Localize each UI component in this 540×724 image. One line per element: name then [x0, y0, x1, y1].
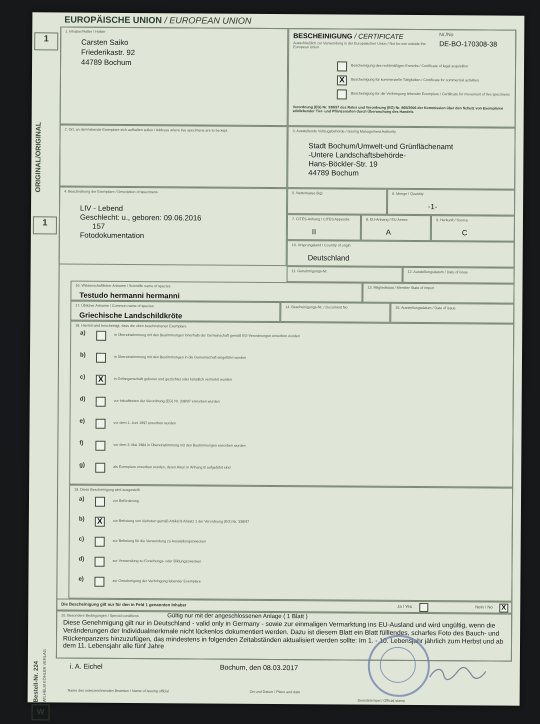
certificate-title-de: BESCHEINIGUNG: [293, 33, 353, 41]
field-17-label: 17. Üblicher Artname / Common name of species: [75, 303, 154, 309]
common-name-value: Griechische Landschildkröte: [79, 310, 183, 321]
option-movement-checkbox[interactable]: [337, 89, 347, 99]
issuing-official-label: Name des unterzeichnenden Beamten / Name of issuing official: [67, 688, 169, 694]
item-18c-text: in Gefangenschaft geboren und gezüchtet oder künstlich vermehrt wurden: [113, 376, 232, 382]
field-12-issue-date: [403, 267, 515, 284]
field-1-holder: [60, 26, 289, 126]
copy-number-bottom: 1: [33, 216, 57, 234]
item-18b-text: in Übereinstimmung mit den Bestimmungen in die Gemeinschaft eingeführt wurden: [113, 354, 247, 360]
description-line-4: Fotodokumentation: [79, 230, 145, 241]
item-19c-text: zur Befreiung für die Verwendung zu Ausstellungszwecken: [112, 538, 207, 544]
field-10-label: 10. Ursprungsland / Country of origin: [291, 243, 351, 248]
field-14-document-no: [280, 302, 390, 323]
item-18e-checkbox[interactable]: [96, 419, 106, 429]
original-label: ORIGINAL/ORIGINAL: [35, 121, 43, 193]
field-5-label: 5. Nettomasse (kg): [292, 191, 323, 196]
certificate-type-box: [288, 28, 517, 128]
item-19a-letter: a): [78, 496, 85, 503]
field-19-label: 19. Diese Bescheinigung wird ausgestellt: [74, 487, 140, 493]
description-line-2: Geschlecht: u., geboren: 09.06.2016: [79, 212, 202, 223]
option-movement-label: Bescheinigung für die Verbringung lebender Exemplare / Certificate for movement of live specimens: [350, 91, 510, 97]
item-18b-letter: b): [79, 352, 86, 359]
item-18e-letter: e): [79, 418, 85, 425]
option-legal-acquisition-label: Bescheinigung des rechtmäßigen Erwerbs / Certificate of legal acquisition: [351, 63, 469, 69]
source-value: C: [461, 228, 468, 238]
item-18c-letter: c): [79, 374, 86, 381]
field-12-label: 12. Ausstellungsdatum / Date of issue: [407, 269, 468, 275]
item-19d-text: zur Verwendung zu Forschungs- oder Bildungszwecken: [112, 558, 202, 564]
holder-street: Friederikastr. 92: [81, 47, 135, 58]
certificate-nr-label: Nr./No: [439, 32, 454, 39]
field-14-label: 14. Bescheinigungs-Nr. / Document No: [285, 305, 348, 310]
field-1-label: 1. Inhaber/Halter / Holder: [65, 29, 106, 34]
item-19b-checkbox[interactable]: X: [95, 517, 105, 527]
field-11-label: 11. Genehmigungs-Nr.: [291, 269, 328, 274]
item-18g-text: als Exemplare erworben wurden, deren Arten in Anhang B aufgeführt sind: [113, 464, 231, 470]
authority-line-4: 44789 Bochum: [308, 168, 359, 178]
certificate-number: DE-BO-170308-38: [439, 41, 498, 49]
field-9-source: [431, 215, 515, 242]
item-18f-checkbox[interactable]: [95, 441, 105, 451]
scientific-name-value: Testudo hermanni hermanni: [79, 290, 180, 301]
item-18b-checkbox[interactable]: [96, 353, 106, 363]
field-18-label: 18. Hiermit wird bescheinigt, dass die oben beschriebenen Exemplare: [75, 323, 187, 329]
field-5-net-mass: [287, 188, 387, 215]
item-18g-letter: g): [79, 462, 85, 469]
item-18d-checkbox[interactable]: [96, 397, 106, 407]
authority-line-2: -Untere Landschaftsbehörde-: [308, 150, 407, 160]
description-line-1: LIV - Lebend: [80, 203, 124, 213]
field-3-label: 3. Ausstellende Vollzugsbehörde / Issuing Management Authority: [292, 129, 396, 134]
validity-yes-checkbox[interactable]: [419, 603, 428, 612]
item-19e-letter: e): [78, 576, 84, 583]
option-commercial-checkbox[interactable]: X: [337, 75, 347, 85]
item-18f-letter: f): [79, 440, 84, 447]
field-7-label: 7. CITES-Anhang / CITES Appendix: [291, 217, 350, 222]
field-3-authority: [287, 126, 515, 190]
field-8-label: 8. EU-Anhang / EU Annex: [365, 217, 408, 222]
item-19e-checkbox[interactable]: [94, 577, 104, 587]
item-19e-text: zur Genehmigung der Verbringung lebender Exemplare: [112, 578, 201, 584]
publisher-logo: W: [31, 704, 49, 720]
validity-no-label: Nein / No: [475, 604, 493, 610]
official-stamp-label: Dienststempel / Official stamp: [357, 698, 406, 703]
document-header: [64, 15, 251, 26]
item-19b-text: zur Befreiung von Verboten gemäß Artikel 8 Absatz 1 der Verordnung (EG) Nr. 338/97: [112, 518, 250, 524]
official-stamp-inner: [380, 647, 416, 683]
field-13-member-state: [362, 283, 514, 304]
item-18a-text: in Übereinstimmung mit den Bestimmungen innerhalb der Gemeinschaft gemäß EG-Verordnungen erworben wurden: [114, 332, 300, 339]
item-18d-letter: d): [79, 396, 86, 403]
authority-line-3: Hans-Böckler-Str. 19: [308, 159, 378, 169]
item-18d-text: vor Inkrafttreten der Verordnung (EG) Nr. 338/97 erworben wurden: [113, 398, 220, 404]
field-17-common-name: [70, 301, 280, 322]
cites-appendix-value: II: [311, 227, 317, 237]
publisher-order-number: Bestell-Nr. 224: [33, 660, 40, 703]
country-of-origin-value: Deutschland: [307, 253, 350, 263]
field-20-special-conditions: [56, 610, 512, 661]
validity-no-checkbox[interactable]: X: [499, 604, 508, 613]
quantity-value: -1-: [428, 202, 438, 212]
item-19a-text: zur Beförderung: [112, 498, 139, 504]
field-16-scientific-name: [70, 281, 362, 303]
option-commercial-label: Bescheinigung für kommerzielle Tätigkeiten / Certificate for commercial activities: [350, 77, 479, 83]
field-8-eu-annex: [361, 215, 431, 241]
publisher-name: WILHELM KÖHLER VERLAG: [41, 649, 47, 703]
field-15-label: 15. Ausstellungsdatum / Date of issue: [395, 305, 456, 311]
issuing-official-name: i. A. Eichel: [69, 663, 103, 671]
item-19c-checkbox[interactable]: [95, 537, 105, 547]
holder-city: 44789 Bochum: [81, 57, 132, 67]
field-4-label: 4. Beschreibung der Exemplare / Description of specimens: [64, 189, 158, 195]
item-18a-checkbox[interactable]: [96, 331, 106, 341]
item-19a-checkbox[interactable]: [95, 497, 105, 507]
item-19d-letter: d): [78, 556, 85, 563]
place-and-date: Bochum, den 08.03.2017: [219, 664, 299, 673]
field-20-label: 20. Besondere Bedingungen / Special conditions: [61, 613, 139, 619]
item-19c-letter: c): [78, 536, 85, 543]
field-16-label: 16. Wissenschaftlicher Artname / Scientific name of species: [75, 283, 171, 289]
field-9-label: 9. Herkunft / Source: [435, 218, 468, 223]
field-6-quantity: [387, 189, 515, 216]
option-legal-acquisition-checkbox[interactable]: [337, 61, 347, 71]
handwritten-signature: [428, 663, 488, 683]
eu-annex-value: A: [385, 227, 391, 237]
field-10-country: [287, 240, 515, 268]
place-and-date-label: Ort und Datum / Place and date: [249, 689, 301, 695]
special-conditions-note: Gültig nur mit der angeschlossenen Anlage ( 1 Blatt ): [167, 613, 308, 621]
official-stamp: [368, 635, 430, 697]
field-4-description: [59, 186, 288, 266]
authority-line-1: Stadt Bochum/Umwelt-und Grünflächenamt: [308, 141, 454, 152]
item-18e-text: vor dem 1. Juni 1997 erworben wurden: [113, 420, 176, 426]
certificate-title-en: / CERTIFICATE: [354, 33, 404, 41]
certificate-document: [28, 12, 525, 717]
item-19d-checkbox[interactable]: [95, 557, 105, 567]
item-18g-checkbox[interactable]: [95, 463, 105, 473]
field-6-label: 6. Menge / Quantity: [392, 191, 424, 197]
certificate-sub-label: Ausschließlich zur Verwendung in der Europäischen Union / Not for use outside the European Union: [293, 41, 426, 50]
item-18a-letter: a): [80, 330, 86, 337]
field-15-issue-date: [390, 303, 514, 324]
item-19b-letter: b): [78, 516, 85, 523]
item-18f-text: vor dem 3. Mai 1984 in Übereinstimmung mit den Bestimmungen erworben wurden: [113, 442, 246, 448]
description-line-3: 157: [79, 221, 105, 231]
validity-yes-label: Ja / Yes: [397, 603, 412, 609]
header-title-de: EUROPÄISCHE UNION: [64, 14, 162, 26]
regulation-text: Verordnung (EG) Nr. 338/97 des Rates und Verordnung (EG) Nr. 865/2006 der Kommission über den Schutz von Exemplaren wildlebender Tier- und Pflanzenarten durch Überwachung des Handels: [292, 105, 504, 114]
field-11-permit-no: [287, 266, 403, 283]
holder-name: Carsten Saiko: [81, 37, 129, 47]
item-18c-checkbox[interactable]: X: [96, 375, 106, 385]
header-title-en: / EUROPEAN UNION: [164, 15, 252, 26]
field-2-label: 2. Ort, an dem lebende Exemplare sich aufhalten sollen / Address where live specimens are to be kept: [64, 127, 228, 133]
field-2-address: [59, 124, 287, 188]
special-conditions-text: Diese Genehmigung gilt nur in Deutschland - valid only in Germany - sowie zur einmaligen Vermarktung ins EU-Ausland und wird ungültig, wenn die Veränderungen der Individualmerkmale nicht lückenlos dokumentiert werden. Dazu ist diesem Blatt ein Blatt fülllendes, scharfes Foto des Bauch- und Rückenpanzers hinzuzufügen, das mindestens in folgenden Zeitabständen aktualisiert werden sollte: Im 1. - 10. Lebensjahr jährlich zum Herbst und ab dem 11. Lebensjahr alle fünf Jahre: [62, 619, 504, 651]
copy-number-top: 1: [34, 32, 58, 50]
field-7-cites: [287, 214, 361, 241]
field-13-label: 13. Mitgliedstaat / Member State of import: [367, 285, 435, 291]
validity-text: Die Bescheinigung gilt nur für den in Feld 1 genannten Inhaber: [61, 601, 187, 608]
